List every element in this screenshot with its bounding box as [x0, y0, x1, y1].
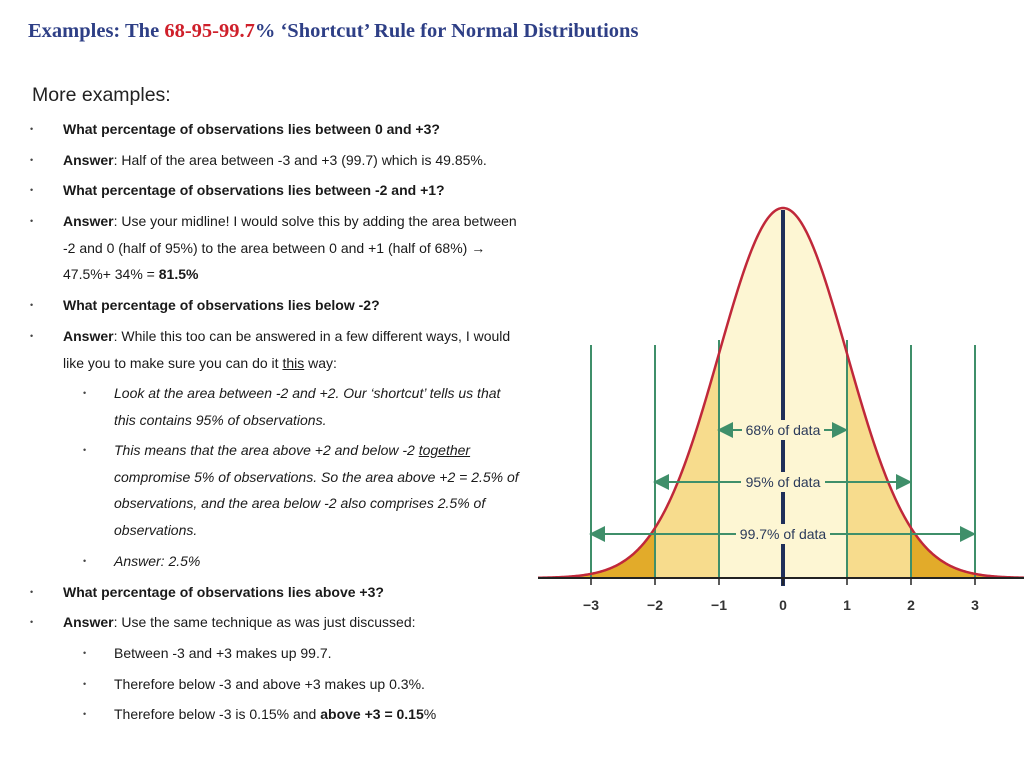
answer-3-sub-2: [83, 437, 529, 543]
question-3: [30, 292, 533, 319]
answer-2: [30, 208, 528, 288]
bullet-dot: •: [30, 216, 34, 226]
sub-1-text: Look at the area between -2 and +2. Our ‘shortcut’ tells us that this contains 95% of observations.: [114, 385, 501, 428]
title-suffix: % ‘Shortcut’ Rule for Normal Distributions: [254, 20, 639, 42]
answer-3-underlined: this: [282, 354, 305, 371]
slide-title: [28, 20, 638, 43]
sub-3-end: %: [423, 706, 437, 722]
sub-2-text-pre: This means that the area above +2 and below -2: [114, 442, 419, 458]
sub-2-text: Therefore below -3 and above +3 makes up 0.3%.: [114, 676, 425, 692]
answer-3-sub-3: [83, 548, 534, 575]
bullet-dot: •: [83, 709, 87, 719]
answer-4-sub-2: [83, 671, 534, 698]
bullet-dot: •: [83, 388, 87, 398]
question-1-text: What percentage of observations lies between 0 and +3?: [63, 121, 440, 137]
answer-3-text: : While this too can be answered in a few different ways, I would like you to make sure you can do it: [63, 328, 511, 371]
bullet-dot: •: [30, 587, 34, 597]
answer-3: [30, 323, 523, 376]
sub-3-text: Answer: 2.5%: [114, 553, 201, 569]
answer-3-sub-1: [83, 380, 524, 433]
title-prefix: Examples: The: [28, 20, 165, 42]
tick-label-neg2: −2: [647, 597, 663, 613]
answer-2-calc: 47.5%+ 34% =: [63, 266, 159, 282]
range-997-label: 99.7% of data: [739, 526, 827, 542]
sub-3-text-pre: Therefore below -3 is 0.15% and: [114, 706, 321, 722]
range-95-label: 95% of data: [745, 474, 821, 490]
axis-tick-labels: [583, 597, 979, 613]
question-1: [30, 116, 533, 143]
title-highlight: 68-95-99.7: [164, 20, 255, 42]
bullet-dot: •: [30, 124, 34, 134]
bullet-dot: •: [30, 155, 34, 165]
question-2-text: What percentage of observations lies between -2 and +1?: [63, 182, 445, 198]
bullet-dot: •: [83, 648, 87, 658]
bullet-dot: •: [83, 445, 87, 455]
question-4: [30, 579, 533, 606]
answer-label: Answer: [63, 213, 114, 229]
answer-4: [30, 609, 533, 636]
bullet-dot: •: [83, 556, 87, 566]
answer-4-sub-1: [83, 640, 534, 667]
bullet-dot: •: [30, 300, 34, 310]
answer-label: Answer: [63, 614, 114, 630]
tick-label-2: 2: [907, 597, 915, 613]
sub-2-underlined: together: [418, 442, 471, 458]
arrow-icon: →: [471, 239, 486, 256]
bullet-dot: •: [30, 331, 34, 341]
answer-1: [30, 147, 533, 174]
tick-label-1: 1: [843, 597, 851, 613]
answer-4-sub-3: [83, 701, 534, 728]
sub-2-text-post: compromise 5% of observations. So the area above +2 = 2.5% of observations, and the area below -2 also comprises 2.5% of observations.: [114, 468, 519, 538]
sub-3-bold: above +3 = 0.15: [320, 706, 424, 722]
answer-2-result: 81.5%: [158, 266, 199, 282]
answer-4-text: : Use the same technique as was just discussed:: [113, 614, 416, 630]
answer-2-text: : Use your midline! I would solve this by adding the area between -2 and 0 (half of 95%) to the area between 0 and +1 (half of 68%): [63, 213, 517, 256]
sub-1-text: Between -3 and +3 makes up 99.7.: [114, 645, 332, 661]
answer-3-end: way:: [304, 354, 337, 371]
tick-label-neg1: −1: [711, 597, 727, 613]
question-2: [30, 177, 533, 204]
bullet-dot: •: [83, 679, 87, 689]
question-4-text: What percentage of observations lies above +3?: [63, 584, 384, 600]
range-68-label: 68% of data: [745, 422, 821, 438]
bullet-dot: •: [30, 617, 34, 627]
answer-1-text: : Half of the area between -3 and +3 (99.7) which is 49.85%.: [113, 152, 487, 168]
normal-distribution-figure: [538, 200, 1024, 620]
bullet-dot: •: [30, 185, 34, 195]
answer-label: Answer: [63, 328, 114, 344]
tick-label-neg3: −3: [583, 597, 599, 613]
tick-label-3: 3: [971, 597, 979, 613]
tick-label-0: 0: [779, 597, 787, 613]
answer-label: Answer: [63, 152, 114, 168]
tick-marks: [591, 578, 975, 585]
question-3-text: What percentage of observations lies below -2?: [63, 297, 380, 313]
subheading: More examples:: [32, 84, 171, 106]
